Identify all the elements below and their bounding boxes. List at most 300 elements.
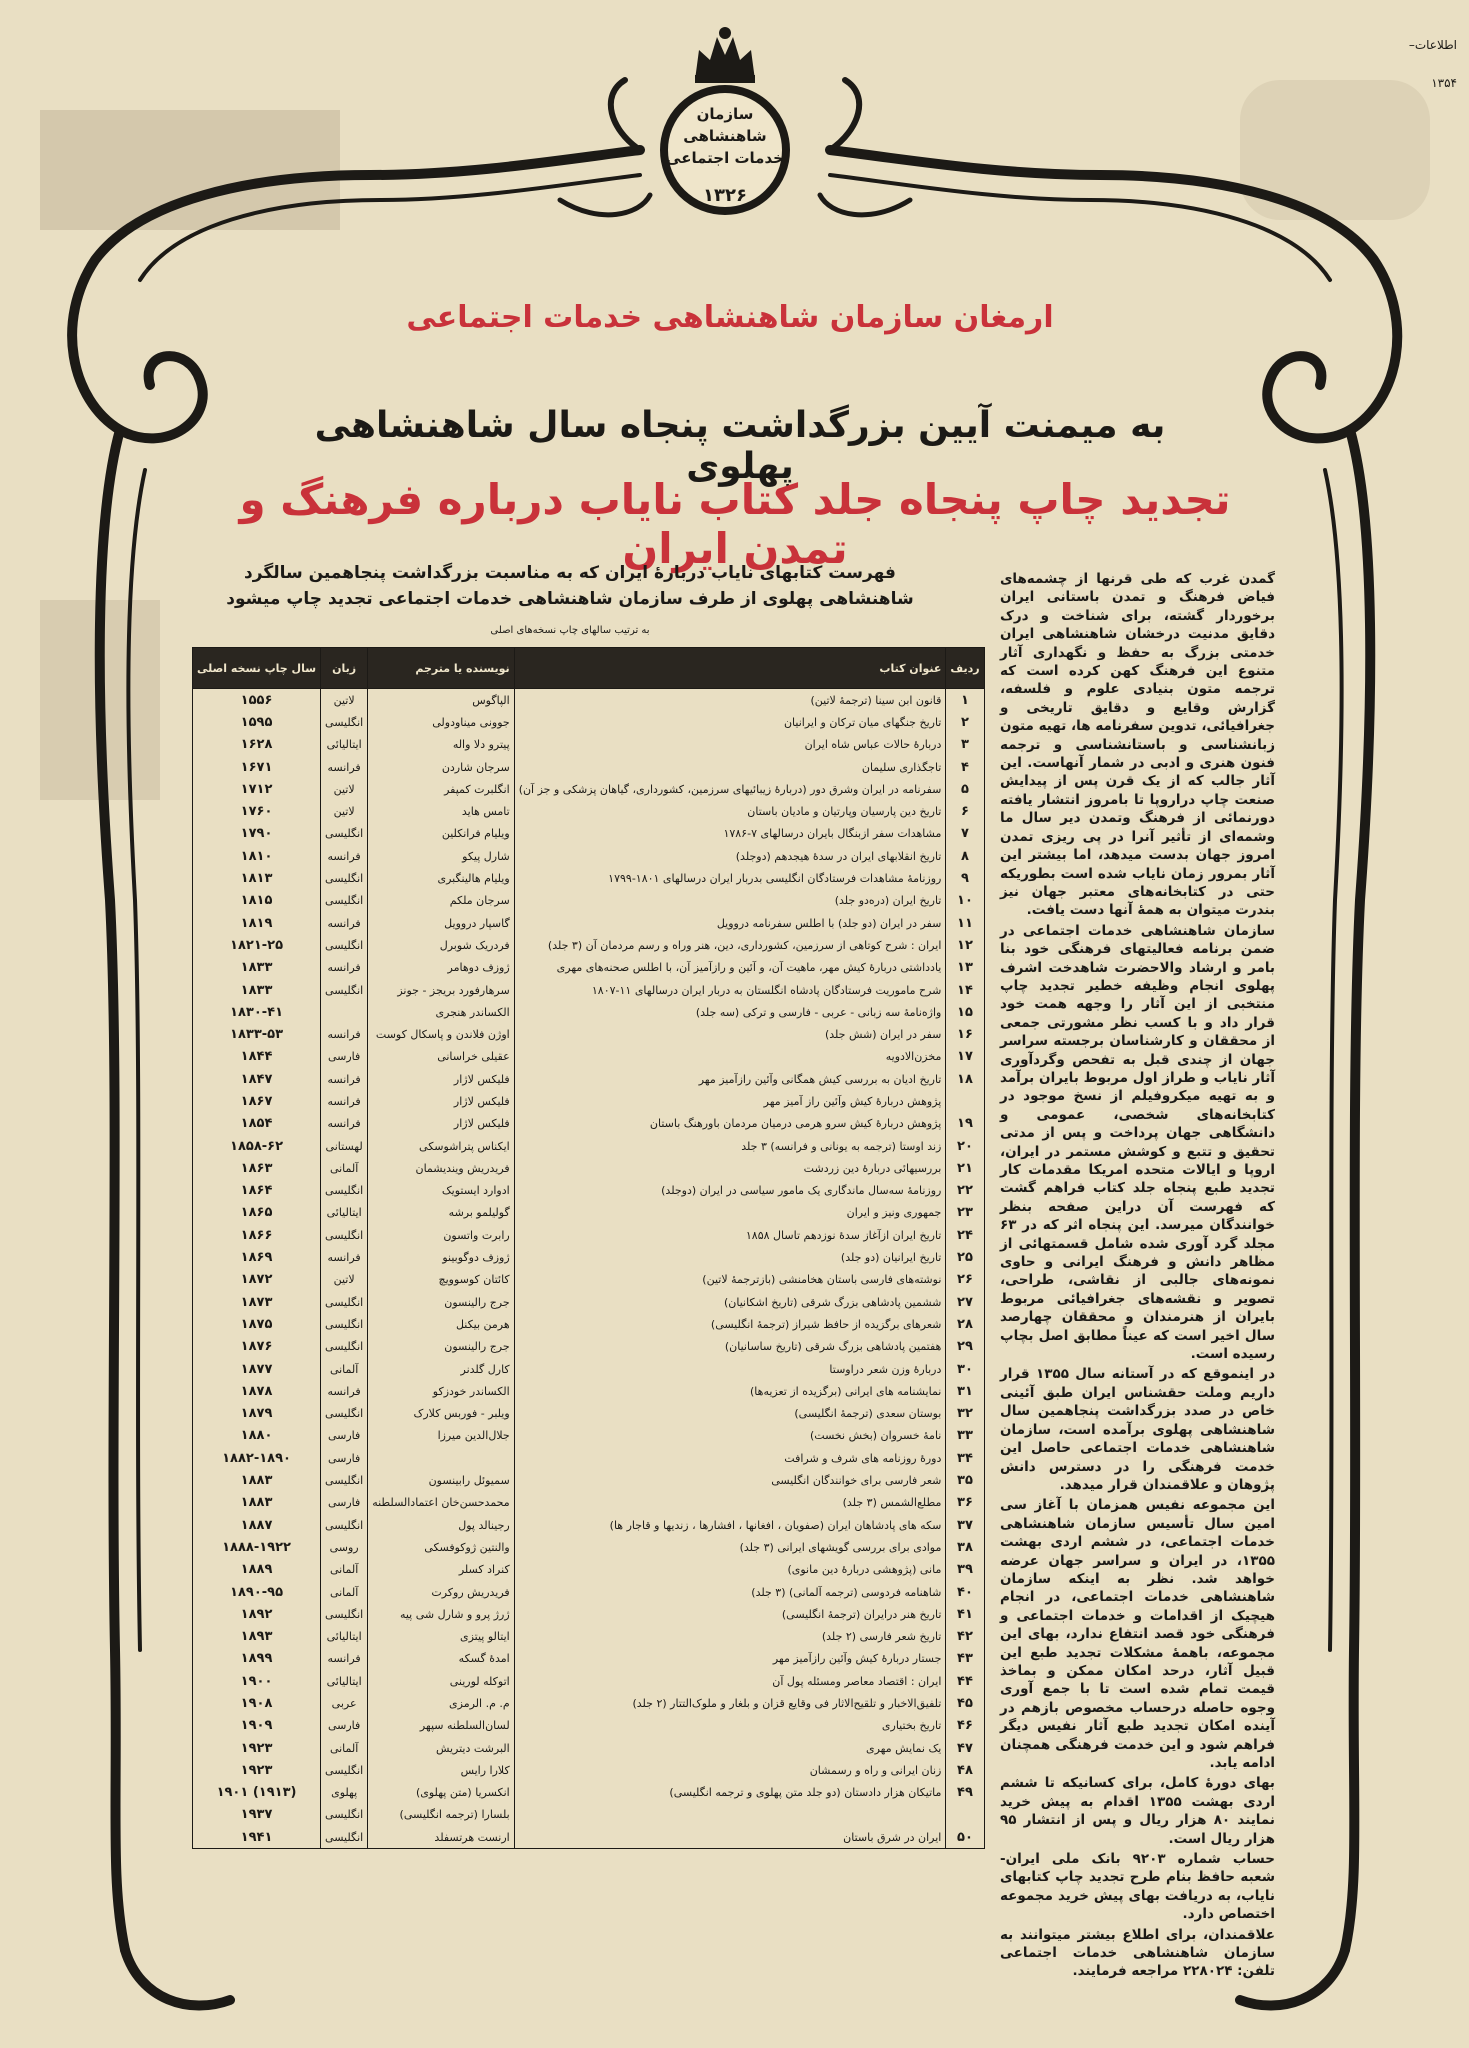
row-title: تاریخ انقلابهای ایران در سدهٔ هیجدهم (دوجلد) [514, 845, 946, 867]
row-num: ۳۷ [946, 1514, 984, 1536]
row-num: ۱۳ [946, 957, 984, 979]
row-title: دربارهٔ وزن شعر دراوستا [514, 1358, 946, 1380]
row-author: اتوکله لورینی [368, 1670, 515, 1692]
row-title: واژه‌نامهٔ سه زبانی - عربی - فارسی و ترکی (سه جلد) [514, 1001, 946, 1023]
row-author: بلسارا (ترجمه انگلیسی) [368, 1804, 515, 1826]
row-lang: انگلیسی [321, 1759, 368, 1781]
table-row [193, 1514, 985, 1536]
books-table-body [193, 689, 985, 1849]
table-row [193, 1403, 985, 1425]
row-author: کارل گلدنر [368, 1358, 515, 1380]
emblem-line2: خدمات اجتماعی [666, 149, 784, 167]
table-row [193, 1336, 985, 1358]
row-author: ژوزف دوهامر [368, 957, 515, 979]
row-lang: انگلیسی [321, 1804, 368, 1826]
row-year: ۱۸۸۸-۱۹۲۲ [193, 1536, 321, 1558]
row-year: ۱۸۶۶ [193, 1224, 321, 1246]
row-year: ۱۷۱۲ [193, 778, 321, 800]
row-year: ۱۸۷۲ [193, 1269, 321, 1291]
row-year: ۱۸۴۴ [193, 1046, 321, 1068]
row-title: مطلع‌الشمس (۳ جلد) [514, 1492, 946, 1514]
row-title: سفر در ایران (دو جلد) با اطلس سفرنامه دروویل [514, 912, 946, 934]
corner-year: ۱۳۵۴ [1431, 76, 1457, 90]
row-title: پژوهش دربارهٔ کیش وآئین راز آمیز مهر [514, 1090, 946, 1112]
row-lang: روسی [321, 1536, 368, 1558]
header-year: سال چاپ نسخه اصلی [193, 648, 321, 689]
row-author: کنراد کسلر [368, 1559, 515, 1581]
row-lang: انگلیسی [321, 1313, 368, 1335]
table-row [193, 1113, 985, 1135]
row-year: ۱۷۶۰ [193, 800, 321, 822]
table-row [193, 800, 985, 822]
table-row [193, 1202, 985, 1224]
row-author: ارنست هرتسفلد [368, 1826, 515, 1849]
row-num: ۲۸ [946, 1313, 984, 1335]
row-lang: آلمانی [321, 1358, 368, 1380]
row-year: ۱۹۲۳ [193, 1737, 321, 1759]
table-row [193, 1135, 985, 1157]
row-year: ۱۸۸۹ [193, 1559, 321, 1581]
table-row [193, 1447, 985, 1469]
row-year: ۱۸۱۰ [193, 845, 321, 867]
row-year: ۱۸۸۷ [193, 1514, 321, 1536]
row-lang: آلمانی [321, 1157, 368, 1179]
table-row [193, 845, 985, 867]
header-lang: زبان [321, 648, 368, 689]
row-title: تاریخ شعر فارسی (۲ جلد) [514, 1625, 946, 1647]
row-num: ۶ [946, 800, 984, 822]
row-title: نمایشنامه های ایرانی (برگزیده از تعزیه‌ها) [514, 1380, 946, 1402]
table-row [193, 1670, 985, 1692]
row-title: جمهوری ونیز و ایران [514, 1202, 946, 1224]
row-lang: فارسی [321, 1046, 368, 1068]
emblem-text [666, 103, 784, 169]
row-lang: فارسی [321, 1492, 368, 1514]
table-row [193, 1804, 985, 1826]
table-row [193, 934, 985, 956]
row-num: ۳۳ [946, 1425, 984, 1447]
row-year: ۱۸۷۹ [193, 1403, 321, 1425]
row-num: ۱ [946, 689, 984, 712]
row-year: ۱۸۳۳ [193, 979, 321, 1001]
table-row [193, 1536, 985, 1558]
row-num: ۱۷ [946, 1046, 984, 1068]
row-title: ایران در شرق باستان [514, 1826, 946, 1849]
row-num: ۱۶ [946, 1023, 984, 1045]
row-num: ۴۶ [946, 1715, 984, 1737]
row-lang: ایتالیائی [321, 1670, 368, 1692]
row-num [946, 1090, 984, 1112]
row-year: ۱۸۳۳-۵۳ [193, 1023, 321, 1045]
background-faded-block [1240, 80, 1430, 220]
row-title: شعرهای برگزیده از حافظ شیراز (ترجمهٔ انگلیسی) [514, 1313, 946, 1335]
row-author: البرشت دیتریش [368, 1737, 515, 1759]
row-title: شعر فارسی برای خوانندگان انگلیسی [514, 1469, 946, 1491]
row-year: ۱۸۲۱-۲۵ [193, 934, 321, 956]
row-num: ۲۶ [946, 1269, 984, 1291]
table-row [193, 1581, 985, 1603]
row-author: ویلیام فرانکلین [368, 823, 515, 845]
row-lang: آلمانی [321, 1559, 368, 1581]
row-lang: ایتالیائی [321, 734, 368, 756]
row-lang: انگلیسی [321, 1224, 368, 1246]
row-title: تاریخ هنر درایران (ترجمهٔ انگلیسی) [514, 1603, 946, 1625]
row-author: سمیوئل رابینسون [368, 1469, 515, 1491]
row-author: سرجان ملکم [368, 890, 515, 912]
row-year: ۱۷۹۰ [193, 823, 321, 845]
header-author: نویسنده یا مترجم [368, 648, 515, 689]
row-author: گاسپار دروویل [368, 912, 515, 934]
row-author: فلیکس لاژار [368, 1113, 515, 1135]
table-row [193, 912, 985, 934]
row-num: ۲ [946, 711, 984, 733]
article-body [1000, 570, 1275, 1983]
row-author: رابرت واتسون [368, 1224, 515, 1246]
row-year: ۱۸۶۴ [193, 1180, 321, 1202]
row-year: ۱۸۴۷ [193, 1068, 321, 1090]
row-title: بررسیهائی دربارهٔ دین زردشت [514, 1157, 946, 1179]
row-lang: انگلیسی [321, 1180, 368, 1202]
row-title: ایران : شرح کوتاهی از سرزمین، کشورداری، دین، هنر وراه و رسم مردمان آن (۳ جلد) [514, 934, 946, 956]
row-year: ۱۶۲۸ [193, 734, 321, 756]
row-num: ۳۹ [946, 1559, 984, 1581]
row-author: سرجان شاردن [368, 756, 515, 778]
row-author: انکسریا (متن پهلوی) [368, 1782, 515, 1804]
row-num: ۱۹ [946, 1113, 984, 1135]
row-num: ۲۰ [946, 1135, 984, 1157]
row-author: جرج رالینسون [368, 1336, 515, 1358]
article-paragraph: علاقمندان، برای اطلاع بیشتر میتوانند به سازمان شاهنشاهی خدمات اجتماعی تلفن: ۲۲۸۰۲۴ مراجعه فرمایند. [1000, 1926, 1275, 1980]
row-author: الکساندر خودزکو [368, 1380, 515, 1402]
row-lang: فرانسه [321, 756, 368, 778]
row-title: شرح ماموریت فرستادگان پادشاه انگلستان به دربار ایران درسالهای ۱۱-۱۸۰۷ [514, 979, 946, 1001]
row-num: ۴۲ [946, 1625, 984, 1647]
row-num: ۱۲ [946, 934, 984, 956]
row-title: تاریخ ایرانیان (دو جلد) [514, 1246, 946, 1268]
row-author: فلیکس لاژار [368, 1068, 515, 1090]
table-header-row [193, 648, 985, 689]
row-year: ۱۸۹۳ [193, 1625, 321, 1647]
row-lang: فرانسه [321, 1023, 368, 1045]
table-row [193, 1737, 985, 1759]
row-author: فردریک شوبرل [368, 934, 515, 956]
row-lang: ایتالیائی [321, 1625, 368, 1647]
row-num: ۴۹ [946, 1782, 984, 1804]
row-author: الپاگوس [368, 689, 515, 712]
row-year: ۱۸۷۷ [193, 1358, 321, 1380]
row-author: ایتالو پیتزی [368, 1625, 515, 1647]
row-author: محمدحسن‌خان اعتمادالسلطنه [368, 1492, 515, 1514]
row-author: کلارا رایس [368, 1759, 515, 1781]
row-title: تلفیق‌الاخبار و تلقیح‌الاثار فی وقایع قزان و بلغار و ملوک‌التتار (۲ جلد) [514, 1692, 946, 1714]
table-row [193, 711, 985, 733]
table-row [193, 1313, 985, 1335]
table-row [193, 1269, 985, 1291]
table-row [193, 1692, 985, 1714]
row-year: ۱۸۹۲ [193, 1603, 321, 1625]
row-author: شارل پیکو [368, 845, 515, 867]
row-author: ویلیام هالینگبری [368, 867, 515, 889]
row-lang: انگلیسی [321, 1469, 368, 1491]
row-title: یادداشتی دربارهٔ کیش مهر، ماهیت آن، و آئین و رازآمیز آن، با اطلس صحنه‌های مهری [514, 957, 946, 979]
row-author: والنتین ژوکوفسکی [368, 1536, 515, 1558]
row-title: تاریخ ایران (دره‌دو جلد) [514, 890, 946, 912]
row-year: ۱۸۷۸ [193, 1380, 321, 1402]
row-year: ۱۸۹۹ [193, 1648, 321, 1670]
row-title: مخزن‌الادویه [514, 1046, 946, 1068]
row-year: ۱۸۹۰-۹۵ [193, 1581, 321, 1603]
row-lang: فارسی [321, 1447, 368, 1469]
row-num: ۷ [946, 823, 984, 845]
row-num: ۳۸ [946, 1536, 984, 1558]
row-year: ۱۸۷۳ [193, 1291, 321, 1313]
organization-emblem [640, 25, 810, 240]
row-author: هرمن بیکنل [368, 1313, 515, 1335]
table-row [193, 1648, 985, 1670]
table-row [193, 1603, 985, 1625]
row-lang: فرانسه [321, 912, 368, 934]
row-num: ۳۴ [946, 1447, 984, 1469]
table-row [193, 1715, 985, 1737]
header-title: عنوان کتاب [514, 648, 946, 689]
table-row [193, 1425, 985, 1447]
row-title: زنان ایرانی و راه و رسمشان [514, 1759, 946, 1781]
row-lang: انگلیسی [321, 979, 368, 1001]
row-title: قانون ابن سینا (ترجمهٔ لاتین) [514, 689, 946, 712]
row-author: ژرژ پرو و شارل شی پیه [368, 1603, 515, 1625]
row-num: ۵۰ [946, 1826, 984, 1849]
row-title: مشاهدات سفر ازبنگال بایران درسالهای ۷-۱۷۸۶ [514, 823, 946, 845]
row-author: رجینالد پول [368, 1514, 515, 1536]
row-author: جرج رالینسون [368, 1291, 515, 1313]
emblem-year: ۱۳۲۶ [703, 185, 747, 206]
row-author: ژوزف دوگوبینو [368, 1246, 515, 1268]
table-row [193, 1759, 985, 1781]
row-title: نامهٔ خسروان (بخش نخست) [514, 1425, 946, 1447]
row-author: فلیکس لاژار [368, 1090, 515, 1112]
row-title [514, 1804, 946, 1826]
row-num: ۱۴ [946, 979, 984, 1001]
row-num: ۲۹ [946, 1336, 984, 1358]
row-year: ۱۸۱۵ [193, 890, 321, 912]
row-author: امدهٔ گسکه [368, 1648, 515, 1670]
row-num: ۲۴ [946, 1224, 984, 1246]
row-title: ایران : اقتصاد معاصر ومسئله پول آن [514, 1670, 946, 1692]
row-num: ۳۱ [946, 1380, 984, 1402]
row-num: ۳۵ [946, 1469, 984, 1491]
row-lang: فرانسه [321, 1090, 368, 1112]
row-num: ۴۳ [946, 1648, 984, 1670]
row-title: هفتمین پادشاهی بزرگ شرقی (تاریخ ساسانیان) [514, 1336, 946, 1358]
row-year: ۱۸۶۵ [193, 1202, 321, 1224]
row-title: سفرنامه در ایران وشرق دور (دربارهٔ زیبائیهای سرزمین، کشورداری، گیاهان پزشکی و جز آن) [514, 778, 946, 800]
table-row [193, 1001, 985, 1023]
row-lang: انگلیسی [321, 1403, 368, 1425]
row-num: ۳۰ [946, 1358, 984, 1380]
row-author: انگلبرت کمپفر [368, 778, 515, 800]
row-lang: عربی [321, 1692, 368, 1714]
row-title: جستار دربارهٔ کیش وآئین رازآمیز مهر [514, 1648, 946, 1670]
row-year: ۱۹۴۱ [193, 1826, 321, 1849]
row-num: ۲۳ [946, 1202, 984, 1224]
article-paragraph: گمدن غرب که طی قرنها از چشمه‌های فیاض فرهنگ و تمدن باستانی ایران برخوردار گشته، برای شناخت و درک دقایق مدنیت درخشان شاهنشاهی ایران خدمتی بزرگ به حفظ و نگهداری آثار متنوع این فرهنگ کهن کرده است که ترجمه متون بنیادی علوم و فلسفه، گزارش وقایع و دقایق تاریخی و جغرافیائی، تدوین سفرنامه ها، تهیه متون زبانشناسی و باستانشناسی و ترجمه فنون هنری و ادبی در شمار آنهاست. این آثار جالب که از یک قرن پس از پیدایش صنعت چاپ دراروپا تا بامروز انتشار یافته دورنمائی از فرهنگ وتمدن دیر سال ما وشمه‌ای از تأثیر آنرا در پی ریزی تمدن امروز جهان بدست میدهد، اما بیشتر این آثار بمرور زمان نایاب شده است بطوریکه حتی در کتابخانه‌های معتبر جهان نیز بندرت میتوان به همهٔ آنها دست یافت. [1000, 571, 1275, 919]
row-author: جلال‌الدین میرزا [368, 1425, 515, 1447]
row-author: گولیلمو برشه [368, 1202, 515, 1224]
row-year: ۱۸۷۵ [193, 1313, 321, 1335]
row-lang: انگلیسی [321, 867, 368, 889]
row-lang: انگلیسی [321, 890, 368, 912]
row-title: تاریخ دین پارسیان وپارتیان و مادیان باستان [514, 800, 946, 822]
row-author: الکساندر هنجری [368, 1001, 515, 1023]
table-row [193, 1157, 985, 1179]
row-lang: انگلیسی [321, 1514, 368, 1536]
table-row [193, 1358, 985, 1380]
row-lang: آلمانی [321, 1581, 368, 1603]
row-year: ۱۹۰۸ [193, 1692, 321, 1714]
row-title: تاجگذاری سلیمان [514, 756, 946, 778]
row-num: ۹ [946, 867, 984, 889]
row-lang: فرانسه [321, 1068, 368, 1090]
row-author: فریدریش ویندیشمان [368, 1157, 515, 1179]
row-num: ۳۶ [946, 1492, 984, 1514]
row-year: ۱۸۳۰-۴۱ [193, 1001, 321, 1023]
row-author: پیترو دلا واله [368, 734, 515, 756]
row-num: ۲۵ [946, 1246, 984, 1268]
row-author: تامس هاید [368, 800, 515, 822]
row-num: ۱۰ [946, 890, 984, 912]
row-num: ۴۵ [946, 1692, 984, 1714]
row-lang: انگلیسی [321, 1291, 368, 1313]
table-row [193, 756, 985, 778]
row-author [368, 1447, 515, 1469]
row-author: جوونی میناودولی [368, 711, 515, 733]
row-num: ۴۸ [946, 1759, 984, 1781]
row-year: ۱۸۵۴ [193, 1113, 321, 1135]
row-year: ۱۵۵۶ [193, 689, 321, 712]
row-lang: انگلیسی [321, 1336, 368, 1358]
row-lang: لهستانی [321, 1135, 368, 1157]
row-title: تاریخ ادیان به بررسی کیش همگانی وآئین رازآمیز مهر [514, 1068, 946, 1090]
row-lang: لاتین [321, 1269, 368, 1291]
table-row [193, 1782, 985, 1804]
row-year: ۱۸۸۳ [193, 1469, 321, 1491]
row-year: ۱۸۸۰ [193, 1425, 321, 1447]
row-year: ۱۸۱۹ [193, 912, 321, 934]
table-row [193, 1469, 985, 1491]
row-lang [321, 1001, 368, 1023]
article-paragraph: سازمان شاهنشاهی خدمات اجتماعی در ضمن برنامه فعالیتهای فرهنگی خود بنا بامر و ارشاد والاحضرت شاهدخت اشرف پهلوی انجام وظیفه خطیر تجدید چاپ منتخبی از این آثار را وجهه همت خود قرار داد و با کسب نظر مشورتی جمعی از محققان و کارشناسان برجسته سراسر جهان از چندی قبل به تفحص وگردآوری آثار نایاب و طراز اول مربوط بایران برآمد و به تهیه میکروفیلم از نسخ موجود در کتابخانه‌های شخصی، عمومی و دانشگاهی جهان پرداخت و پس از مدتی تحقیق و تتبع و کوشش مستمر در ایران، اروپا و ایالات متحده امریکا مقدمات کار تجدید طبع پنجاه جلد کتاب فراهم گشت که فهرست آن دراین صفحه بنظر خوانندگان میرسد. این پنجاه اثر که در ۶۳ مجلد گرد آوری شده شامل قسمتهائی از مظاهر دانش و فرهنگ ایرانی و حاوی نمونه‌های جالبی از نقاشی، طراحی، تصویر و نقشه‌های جغرافیائی مربوط بایران از هنرمندان و محققان چهارصد سال اخیر است که عیناً مطابق اصل بچاپ رسیده است. [1000, 922, 1275, 1363]
row-year: (۱۹۱۳) ۱۹۰۱ [193, 1782, 321, 1804]
row-title: زند اوستا (ترجمه به یونانی و فرانسه) ۳ جلد [514, 1135, 946, 1157]
row-author: ادوارد ایستویک [368, 1180, 515, 1202]
row-title: نوشته‌های فارسی باستان هخامنشی (بازترجمهٔ لاتین) [514, 1269, 946, 1291]
row-lang: آلمانی [321, 1737, 368, 1759]
row-author: عقیلی خراسانی [368, 1046, 515, 1068]
row-num: ۸ [946, 845, 984, 867]
row-author: اوژن فلاندن و پاسکال کوست [368, 1023, 515, 1045]
corner-newspaper-label: اطلاعات– [1408, 38, 1457, 52]
row-lang: انگلیسی [321, 823, 368, 845]
table-row [193, 1180, 985, 1202]
row-lang: فرانسه [321, 1380, 368, 1402]
row-year: ۱۵۹۵ [193, 711, 321, 733]
row-author: فریدریش روکرت [368, 1581, 515, 1603]
row-lang: انگلیسی [321, 1826, 368, 1849]
row-title: ششمین پادشاهی بزرگ شرقی (تاریخ اشکانیان) [514, 1291, 946, 1313]
row-title: تاریخ ایران ازآغاز سدهٔ نوزدهم تاسال ۱۸۵۸ [514, 1224, 946, 1246]
row-year: ۱۸۵۸-۶۲ [193, 1135, 321, 1157]
row-author: ایکناس پتراشوسکی [368, 1135, 515, 1157]
table-row [193, 1625, 985, 1647]
table-row [193, 1246, 985, 1268]
row-num: ۲۱ [946, 1157, 984, 1179]
row-year: ۱۹۲۳ [193, 1759, 321, 1781]
row-num: ۴۱ [946, 1603, 984, 1625]
row-title: روزنامهٔ سه‌سال ماندگاری یک مامور سیاسی در ایران (دوجلد) [514, 1180, 946, 1202]
row-author: م. م. الرمزی [368, 1692, 515, 1714]
row-num: ۱۵ [946, 1001, 984, 1023]
row-author: کائتان کوسوویچ [368, 1269, 515, 1291]
row-author: لسان‌السلطنه سپهر [368, 1715, 515, 1737]
row-lang: فارسی [321, 1715, 368, 1737]
row-lang: ایتالیائی [321, 1202, 368, 1224]
row-title: سفر در ایران (شش جلد) [514, 1023, 946, 1045]
row-year: ۱۸۸۲-۱۸۹۰ [193, 1447, 321, 1469]
table-row [193, 957, 985, 979]
table-row [193, 1492, 985, 1514]
row-lang: انگلیسی [321, 934, 368, 956]
row-lang: فرانسه [321, 845, 368, 867]
table-row [193, 778, 985, 800]
row-num: ۲۲ [946, 1180, 984, 1202]
row-title: ماتیکان هزار دادستان (دو جلد متن پهلوی و ترجمه انگلیسی) [514, 1782, 946, 1804]
table-row [193, 1046, 985, 1068]
row-num: ۴۰ [946, 1581, 984, 1603]
article-paragraph: در اینموقع که در آستانه سال ۱۳۵۵ قرار داریم وملت حقشناس ایران طبق آئینی خاص در صدد بزرگداشت پنجاهمین سال شاهنشاهی پهلوی برآمده است، سازمان شاهنشاهی خدمات اجتماعی حاصل این خدمت فرهنگی را در دسترس دانش پژوهان و علاقمندان قرار میدهد. [1000, 1366, 1276, 1493]
table-row [193, 1291, 985, 1313]
row-year: ۱۸۶۳ [193, 1157, 321, 1179]
article-paragraph: حساب شماره ۹۲۰۳ بانک ملی ایران- شعبه حافظ بنام طرح تجدید چاپ کتابهای نایاب، به دریافت بهای پیش خرید مجموعه اختصاص دارد. [1000, 1851, 1275, 1923]
row-title: موادی برای بررسی گویشهای ایرانی (۳ جلد) [514, 1536, 946, 1558]
row-year: ۱۹۰۹ [193, 1715, 321, 1737]
row-lang: فرانسه [321, 957, 368, 979]
table-row [193, 1068, 985, 1090]
row-num: ۱۱ [946, 912, 984, 934]
table-row [193, 979, 985, 1001]
row-lang: پهلوی [321, 1782, 368, 1804]
row-year: ۱۸۳۳ [193, 957, 321, 979]
subheadline: تجدید چاپ پنجاه جلد کتاب نایاب درباره فرهنگ و تمدن ایران [239, 475, 1231, 573]
table-row [193, 734, 985, 756]
row-num: ۲۷ [946, 1291, 984, 1313]
table-row [193, 1559, 985, 1581]
row-title: مانی (پژوهشی دربارهٔ دین مانوی) [514, 1559, 946, 1581]
headline: به میمنت آیین بزرگداشت پنجاه سال شاهنشاهی پهلوی [314, 405, 1166, 487]
row-author: سرهارفورد بریجز - جونز [368, 979, 515, 1001]
row-title: دورهٔ روزنامه های شرف و شرافت [514, 1447, 946, 1469]
row-title: شاهنامه فردوسی (ترجمه آلمانی) (۳ جلد) [514, 1581, 946, 1603]
row-lang: فرانسه [321, 1113, 368, 1135]
table-row [193, 890, 985, 912]
article-paragraph: بهای دورهٔ کامل، برای کسانیکه تا ششم اردی بهشت ۱۳۵۵ اقدام به پیش خرید نمایند ۸۰ هزار ریال و پس از انتشار ۹۵ هزار ریال است. [1000, 1775, 1275, 1847]
row-year: ۱۶۷۱ [193, 756, 321, 778]
row-year: ۱۹۰۰ [193, 1670, 321, 1692]
row-title: تاریخ بختیاری [514, 1715, 946, 1737]
background-faded-block [40, 110, 340, 230]
row-num: ۴۴ [946, 1670, 984, 1692]
list-intro: فهرست کتابهای نایاب دربارهٔ ایران که به مناسبت بزرگداشت پنجاهمین سالگرد شاهنشاهی پهلوی از طرف سازمان شاهنشاهی خدمات اجتماعی تجدید چاپ میشود [226, 563, 914, 609]
table-row [193, 867, 985, 889]
